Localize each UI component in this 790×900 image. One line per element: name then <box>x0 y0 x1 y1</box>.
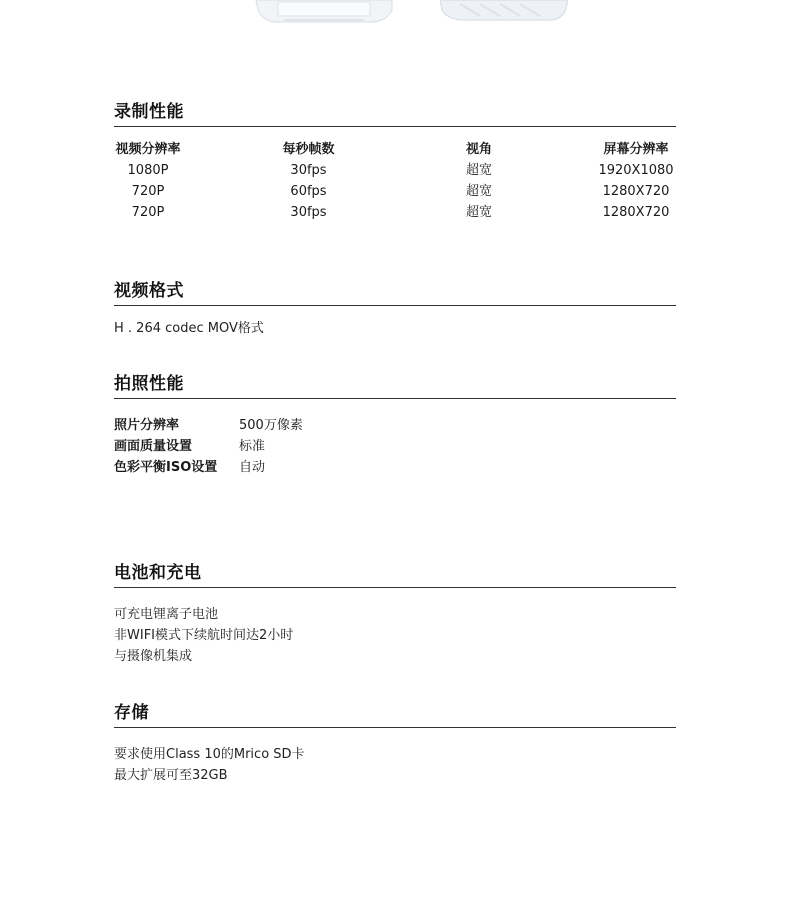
list-item <box>114 415 676 436</box>
product-image-left <box>254 0 394 24</box>
spec-value: 500万像素 <box>239 418 303 433</box>
table-header-row <box>114 139 676 160</box>
header-screen-resolution: 屏幕分辨率 <box>603 142 669 157</box>
list-item: 最大扩展可至32GB <box>114 768 228 783</box>
cell-fov: 超宽 <box>465 163 492 178</box>
cell-screen-resolution: 1280X720 <box>602 184 670 199</box>
photo-spec-list <box>114 415 676 478</box>
list-item: 可充电锂离子电池 <box>114 607 219 622</box>
list-item <box>114 436 676 457</box>
photo-title: 拍照性能 <box>114 370 676 399</box>
spec-key: 色彩平衡ISO设置 <box>114 460 218 475</box>
header-fps: 每秒帧数 <box>282 142 335 157</box>
cell-resolution: 1080P <box>127 163 169 178</box>
cell-resolution: 720P <box>131 184 165 199</box>
video-format-text: H . 264 codec MOV格式 <box>114 321 264 336</box>
list-item: 要求使用Class 10的Mrico SD卡 <box>114 747 305 762</box>
recording-title: 录制性能 <box>114 98 676 127</box>
table-row <box>114 160 676 181</box>
spec-value: 标准 <box>239 439 266 454</box>
spec-key: 画面质量设置 <box>114 439 193 454</box>
header-video-resolution: 视频分辨率 <box>115 142 181 157</box>
cell-fov: 超宽 <box>465 184 492 199</box>
video-format-title: 视频格式 <box>114 277 676 306</box>
battery-title: 电池和充电 <box>114 559 676 588</box>
cell-screen-resolution: 1920X1080 <box>598 163 674 178</box>
list-item <box>114 457 676 478</box>
spec-value: 自动 <box>239 460 266 475</box>
table-row <box>114 202 676 223</box>
spec-key: 照片分辨率 <box>114 418 180 433</box>
recording-table <box>114 139 676 223</box>
battery-lines <box>114 604 676 667</box>
photo-section <box>114 370 676 478</box>
table-row <box>114 181 676 202</box>
cell-fov: 超宽 <box>465 205 492 220</box>
storage-title: 存储 <box>114 699 676 728</box>
storage-section <box>114 699 676 786</box>
video-format-section <box>114 277 676 339</box>
list-item: 非WIFI模式下续航时间达2小时 <box>114 628 294 643</box>
header-field-of-view: 视角 <box>465 142 492 157</box>
cell-fps: 60fps <box>290 184 327 199</box>
product-image-right <box>440 0 568 24</box>
cell-fps: 30fps <box>290 205 327 220</box>
storage-lines <box>114 744 676 786</box>
cell-fps: 30fps <box>290 163 327 178</box>
cell-resolution: 720P <box>131 205 165 220</box>
list-item: 与摄像机集成 <box>114 649 193 664</box>
battery-section <box>114 559 676 667</box>
cell-screen-resolution: 1280X720 <box>602 205 670 220</box>
recording-section <box>114 98 676 223</box>
